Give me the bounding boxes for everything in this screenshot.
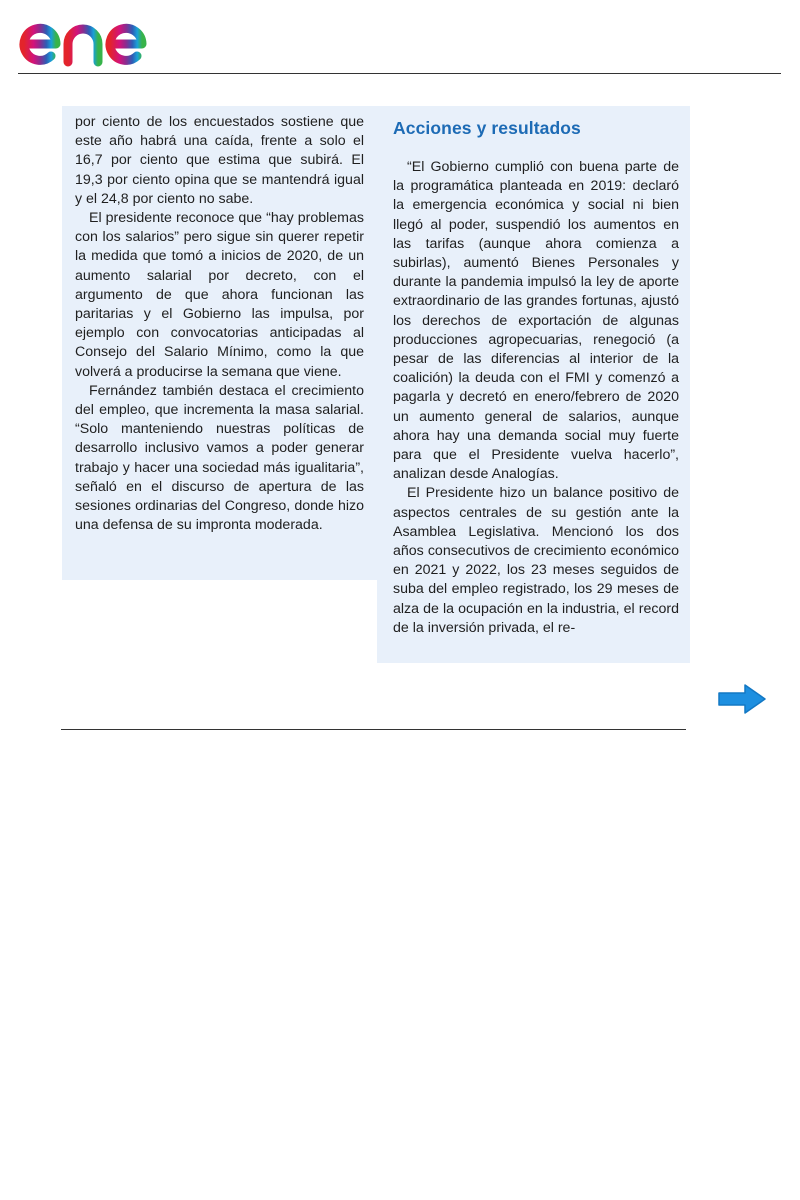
- paragraph: Fernández también destaca el crecimiento del empleo, que incrementa la masa salarial. “Solo manteniendo nuestras políticas de desarrollo inclusivo vamos a poder generar trabajo y hacer una sociedad más igualitaria”, señaló en el discurso de apertura de las sesiones ordinarias del Congreso, donde hizo una defensa de su impronta moderada.: [75, 382, 364, 534]
- paragraph: “El Gobierno cumplió con buena parte de la programática planteada en 2019: declaró la emergencia económica y social ni bien llegó al poder, suspendió los aumentos en las tarifas (aunque ahora comienza a subirlas), aumentó Bienes Personales y durante la pandemia impulsó la ley de aporte extraordinario de las grandes fortunas, ajustó los derechos de exportación de algunas producciones agropecuarias, renegoció (a pesar de las diferencias al interior de la coalición) la deuda con el FMI y comenzó a pagarla y decretó en enero/febrero de 2020 un aumento general de salarios, aunque ahora hay una demanda social muy fuerte para que el Presidente vuelva hacerlo”, analizan desde Analogías.: [393, 159, 679, 483]
- paragraph: El presidente reconoce que “hay problemas con los salarios” pero sigue sin querer repetir la medida que tomó a inicios de 2020, de un aumento salarial por decreto, con el argumento de que ahora funcionan las paritarias y el Gobierno las impulsa, por ejemplo con convocatorias anticipadas al Consejo del Salario Mínimo, como la que volverá a producirse la semana que viene.: [75, 210, 364, 380]
- right-text-column: [377, 106, 690, 663]
- arrow-right-icon[interactable]: [716, 682, 768, 716]
- enel-logo: [18, 6, 180, 68]
- section-title: Acciones y resultados: [393, 118, 581, 138]
- paragraph: El Presidente hizo un balance positivo de aspectos centrales de su gestión ante la Asamblea Legislativa. Mencionó los dos años consecutivos de crecimiento económico en 2021 y 2022, los 23 meses seguidos de suba del empleo registrado, los 29 meses de alza de la ocupación en la industria, el record de la inversión privada, el re-: [393, 485, 679, 636]
- header-divider: [18, 73, 781, 74]
- left-text-column: [62, 106, 377, 580]
- paragraph: por ciento de los encuestados sostiene que este año habrá una caída, frente a solo el 16,7 por ciento que estima que subirá. El 19,3 por ciento opina que se mantendrá igual y el 24,8 por ciento no sabe.: [75, 114, 364, 207]
- footer-divider: [61, 729, 686, 730]
